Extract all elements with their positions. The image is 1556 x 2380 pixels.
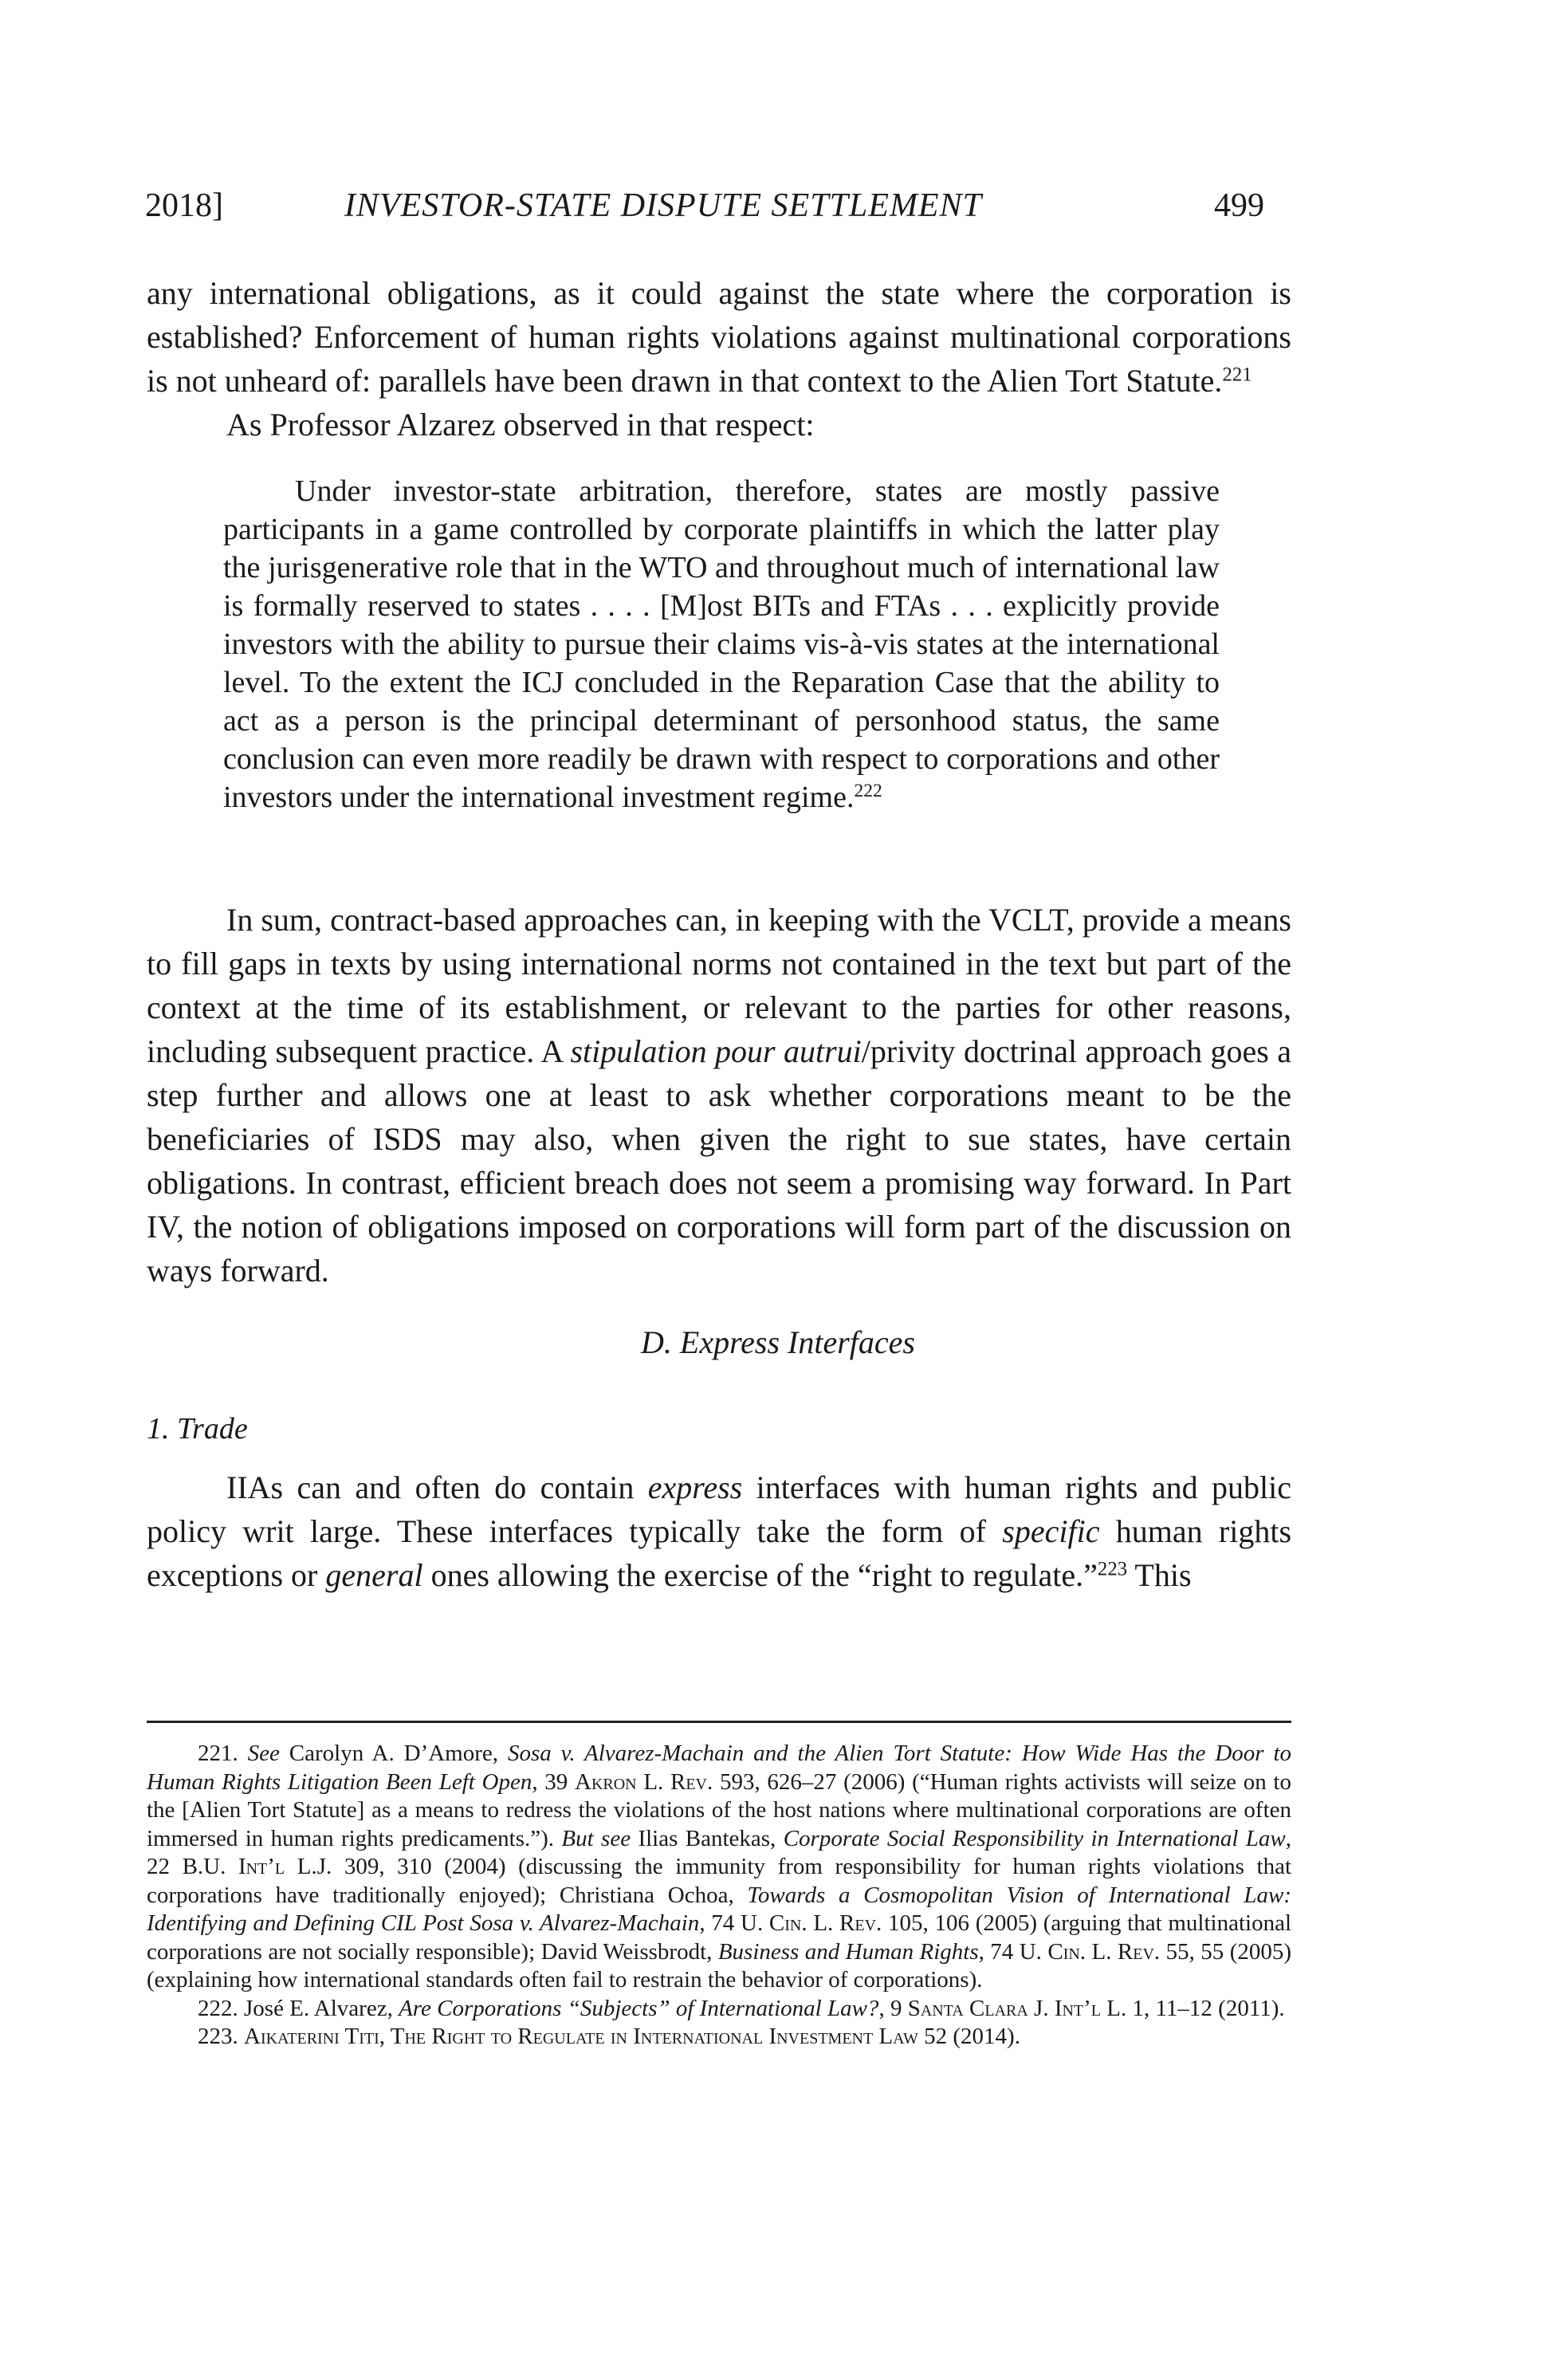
section-heading-d: D. Express Interfaces <box>641 1324 915 1360</box>
subsection-heading-trade: 1. Trade <box>147 1412 248 1446</box>
volume-year: 2018] <box>145 187 223 224</box>
body-upper <box>147 271 1291 446</box>
footnote-ref-223[interactable]: 223 <box>1097 1558 1128 1580</box>
footnote-ref-222[interactable]: 222 <box>854 781 882 802</box>
paragraph-3: In sum, contract-based approaches can, in keeping with the VCLT, provide a means to fill gaps in texts by using international norms not contained in the text but part of the context at the time of its establishment, or relevant to the parties for other reasons, including subsequent practice. A stipulation pour autrui/privity doctrinal approach goes a step further and allows one at least to ask whether corporations meant to be the beneficiaries of ISDS may also, when given the right to sue states, have certain obligations. In contrast, efficient breach does not seem a promising way forward. In Part IV, the notion of obligations imposed on corporations will form part of the discussion on ways forward. <box>147 902 1291 1288</box>
body-lower <box>147 1465 1291 1597</box>
footnote-ref-221[interactable]: 221 <box>1222 364 1252 386</box>
footnote-222: 222. José E. Alvarez, Are Corporations “Subjects” of International Law?, 9 Santa Clara J. Int’l L. 1, 11–12 (2011). <box>198 1995 1285 2021</box>
block-quote: Under investor-state arbitration, therefore, states are mostly passive participants in a game controlled by corporate plaintiffs in which the latter play the jurisgenerative role that in the WTO and throughout much of international law is formally reserved to states . . . . [M]ost BITs and FTAs . . . explicitly provide investors with the ability to pursue their claims vis-à-vis states at the international level. To the extent the ICJ concluded in the Reparation Case that the ability to act as a person is the principal determinant of personhood status, the same conclusion can even more readily be drawn with respect to corporations and other investors under the international investment regime.$^{222}$ <box>223 474 1220 814</box>
footnotes <box>147 1740 1291 2052</box>
paragraph-4: IIAs can and often do contain express interfaces with human rights and public policy writ large. These interfaces typically take the form of specific human rights exceptions or general ones allowing the exercise of the “right to regulate.”$^{223}$ This <box>147 1469 1292 1593</box>
paragraph-1: any international obligations, as it could against the state where the corporation is established? Enforcement of human rights violations against multinational corporations is not unheard of: parallels have been drawn in that context to the Alien Tort Statute.$^{221}$ <box>147 275 1291 399</box>
body-middle <box>147 898 1291 1292</box>
footnote-223: 223. Aikaterini Titi, The Right to Regulate in International Investment Law 52 (2014). <box>198 2024 1020 2049</box>
running-header <box>145 187 1293 234</box>
running-title: INVESTOR-STATE DISPUTE SETTLEMENT <box>344 187 982 224</box>
footnote-divider <box>147 1721 1291 1723</box>
paragraph-2: As Professor Alzarez observed in that respect: <box>226 407 815 443</box>
page-number: 499 <box>1214 187 1264 224</box>
footnote-221: 221. See Carolyn A. D’Amore, Sosa v. Alvarez-Machain and the Alien Tort Statute: How Wide Has the Door to Human Rights Litigation Been Left Open, 39 Akron L. Rev. 593, 626–27 (2006) (“Human rights activists will seize on to the [Alien Tort Statute] as a means to redress the violations of the host nations where multinational corporations are often immersed in human rights predicaments.”). But see Ilias Bantekas, Corporate Social Responsibility in International Law, 22 B.U. Int’l L.J. 309, 310 (2004) (discussing the immunity from responsibility for human rights violations that corporations have traditionally enjoyed); Christiana Ochoa, Towards a Cosmopolitan Vision of International Law: Identifying and Defining CIL Post Sosa v. Alvarez-Machain, 74 U. Cin. L. Rev. 105, 106 (2005) (arguing that multinational corporations are not socially responsible); David Weissbrodt, Business and Human Rights, 74 U. Cin. L. Rev. 55, 55 (2005) (explaining how international standards often fail to restrain the behavior of corporations). <box>147 1741 1292 1993</box>
